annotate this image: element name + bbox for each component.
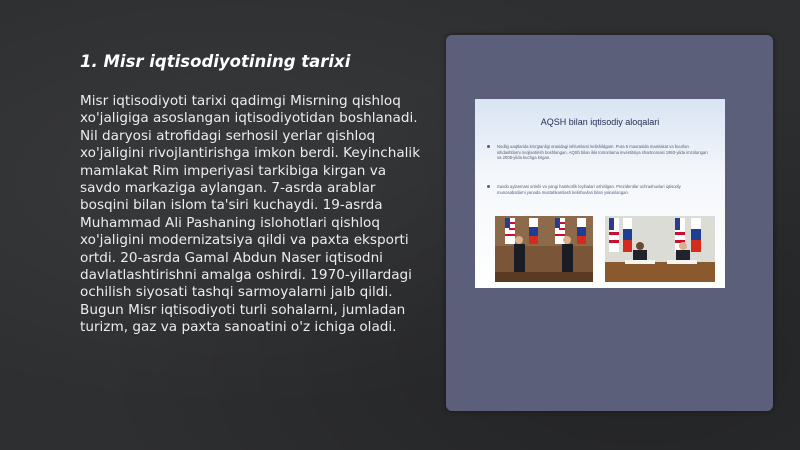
leaders-signing-photo (605, 216, 715, 282)
embedded-slide-title: AQSH bilan iqtisodiy aloqalari (540, 117, 660, 127)
embedded-bullet-2: Savdo aylanmasi ortishi va yangi hamkorlik loyihalari oshirilgan. Prezidentlar uchrashuvlari iqtisodiy munosabatlarni yanada mustahkamlash kelishuvlari bilan yakunlangan. (497, 184, 681, 195)
slide-title: 1. Misr iqtisodiyotining tarixi (80, 52, 351, 71)
embedded-slide-image (475, 99, 725, 288)
bullet-dot-icon (487, 185, 490, 188)
slide-body-text: Misr iqtisodiyoti tarixi qadimgi Misrning qishloq xo'jaligiga asoslangan iqtisodiyotidan boshlanadi. Nil daryosi atrofidagi serhosil yerlar qishloq xo'jaligini rivojlantirishga imkon berdi. Keyinchalik mamlakat Rim imperiyasi tarkibiga kirgan va savdo markaziga aylangan. 7-asrda arablar bosqini bilan islom ta'siri kuchaydi. 19-asrda Muhammad Ali Pashaning islohotlari qishloq xo'jaligini modernizatsiya qildi va paxta eksporti ortdi. 20-asrda Gamal Abdun Naser iqtisodni davlatlashtirishni amalga oshirdi. 1970-yillardagi ochilish siyosati tashqi sarmoyalarni jalb qildi. Bugun Misr iqtisodiyoti turli sohalarni, jumladan turizm, gaz va paxta sanoatini o'z ichiga oladi. (80, 93, 421, 336)
embedded-bullet-1: Nodlig uaqtlarida kmrgtanligi orasidagi ishlumlarni kelishildgam. Pura 5 muurasida mamlakat va buurlan ishdashtlarni rivojlantirish boshlangan. AQSh bilan ikki tomonlama investitsiya shartnomasi 1993-yilda imzolangan va 2008-yilda kuchga kirgan. (497, 144, 708, 161)
bullet-dot-icon (487, 145, 490, 148)
leaders-standing-photo (495, 216, 593, 282)
image-panel (446, 35, 773, 411)
